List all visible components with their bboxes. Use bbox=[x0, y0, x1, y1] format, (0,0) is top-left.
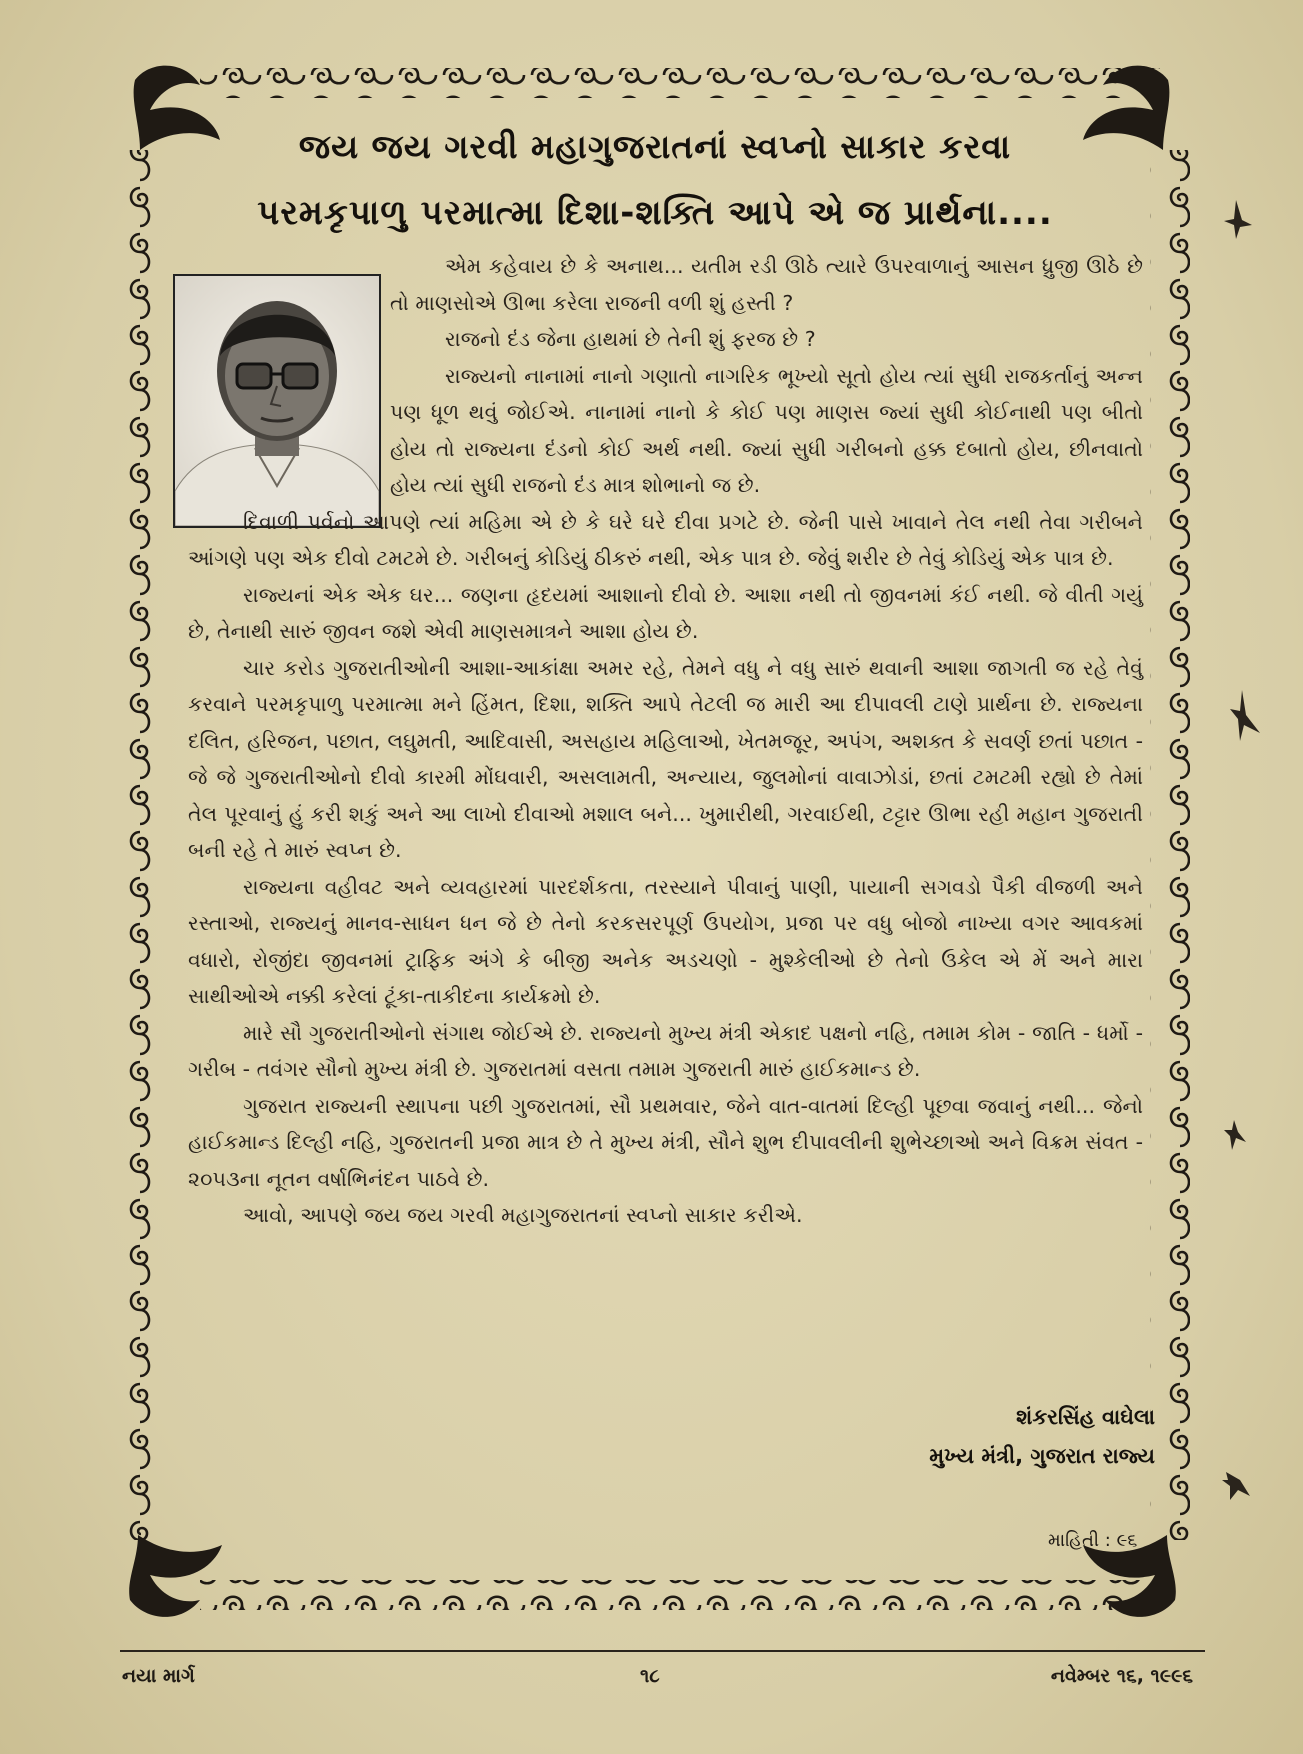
paragraph-9: ગુજરાત રાજ્યની સ્થાપના પછી ગુજરાતમાં, સૌ પ્રથમવાર, જેને વાત-વાતમાં દિલ્હી પૂછવા જવાનું નથી... જેનો હાઈકમાન્ડ દિલ્હી નહિ, ગુજરાતની પ્રજા માત્ર છે તે મુખ્ય મંત્રી, સૌને શુભ દીપાવલીની શુભેચ્છાઓ અને વિક્રમ સંવત - ૨૦૫૩ના નૂતન વર્ષાભિનંદન પાઠવે છે. bbox=[188, 1093, 1144, 1191]
issue-date: નવેમ્બર ૧૬, ૧૯૯૬ bbox=[1050, 1665, 1193, 1687]
signature-title: મુખ્ય મંત્રી, ગુજરાત રાજ્ય bbox=[929, 1444, 1155, 1468]
paragraph-5: રાજ્યનાં એક એક ઘર... જણના હૃદયમાં આશાનો દીવો છે. આશા નથી તો જીવનમાં કંઈ નથી. જે વીતી ગયું છે, તેનાથી સારું જીવન જશે એવી માણસમાત્રને આશા હોય છે. bbox=[188, 582, 1143, 643]
paragraph-3: રાજ્યનો નાનામાં નાનો ગણાતો નાગરિક ભૂખ્યો સૂતો હોય ત્યાં સુધી રાજકર્તાનું અન્ન પણ ધૂળ થવું જોઈએ. નાનામાં નાનો કે કોઈ પણ માણસ જ્યાં સુધી કોઈનાથી પણ બીતો હોય તો રાજ્યના દંડનો કોઈ અર્થ નથી. જ્યાં સુધી ગરીબનો હક્ક દબાતો હોય, છીનવાતો હોય ત્યાં સુધી રાજનો દંડ માત્ર શોભાનો જ છે. bbox=[390, 363, 1143, 497]
publication-name: નયા માર્ગ bbox=[122, 1665, 195, 1687]
paragraph-1: એમ કહેવાય છે કે અનાથ... યતીમ રડી ઊઠે ત્યારે ઉપરવાળાનું આસન ધ્રુજી ઊઠે છે તો માણસોએ ઊભા કરેલા રાજની વળી શું હસ્તી ? bbox=[390, 254, 1143, 315]
headline-line-2: પરમકૃપાળુ પરમાત્મા દિશા-શક્તિ આપે એ જ પ્રાર્થના.... bbox=[257, 193, 1053, 233]
source-credit: માહિતી : ૯૬ bbox=[1048, 1530, 1138, 1551]
signature-name: શંકરસિંહ વાઘેલા bbox=[1016, 1405, 1155, 1429]
headline-line-1: જય જય ગરવી મહાગુજરાતનાં સ્વપ્નો સાકાર કરવા bbox=[298, 127, 1012, 166]
paragraph-7: રાજ્યના વહીવટ અને વ્યવહારમાં પારદર્શકતા, તરસ્યાને પીવાનું પાણી, પાયાની સગવડો પૈકી વીજળી અને રસ્તાઓ, રાજ્યનું માનવ-સાધન ધન જે છે તેનો કરકસરપૂર્ણ ઉપયોગ, પ્રજા પર વધુ બોજો નાખ્યા વગર આવકમાં વધારો, રોજીંદા જીવનમાં ટ્રાફિક અંગે કે બીજી અનેક અડચણો - મુશ્કેલીઓ છે તેનો ઉકેલ એ મેં અને મારા સાથીઓએ નક્કી કરેલાં ટૂંકા-તાકીદના કાર્યક્રમો છે. bbox=[188, 874, 1143, 1008]
paragraph-6: ચાર કરોડ ગુજરાતીઓની આશા-આકાંક્ષા અમર રહે, તેમને વધુ ને વધુ સારું થવાની આશા જાગતી જ રહે તેવું કરવાને પરમકૃપાળુ પરમાત્મા મને હિંમત, દિશા, શક્તિ આપે તેટલી જ મારી આ દીપાવલી ટાણે પ્રાર્થના છે. રાજ્યના દલિત, હરિજન, પછાત, લઘુમતી, આદિવાસી, અસહાય મહિલાઓ, ખેતમજૂર, અપંગ, અશક્ત કે સવર્ણ છતાં પછાત - જે જે ગુજરાતીઓનો દીવો કારમી મોંઘવારી, અસલામતી, અન્યાય, જુલમોનાં વાવાઝોડાં, છતાં ટમટમી રહ્યો છે તેમાં તેલ પૂરવાનું હું કરી શકું અને આ લાખો દીવાઓ મશાલ બને... ખુમારીથી, ગરવાઈથી, ટટ્ટાર ઊભા રહી મહાન ગુજરાતી બની રહે તે મારું સ્વપ્ન છે. bbox=[188, 655, 1143, 862]
paragraph-8: મારે સૌ ગુજરાતીઓનો સંગાથ જોઈએ છે. રાજ્યનો મુખ્ય મંત્રી એકાદ પક્ષનો નહિ, તમામ કોમ - જાતિ - ધર્મો - ગરીબ - તવંગર સૌનો મુખ્ય મંત્રી છે. ગુજરાતમાં વસતા તમામ ગુજરાતી મારું હાઈકમાન્ડ છે. bbox=[188, 1020, 1143, 1081]
paragraph-2: રાજનો દંડ જેના હાથમાં છે તેની શું ફરજ છે ? bbox=[445, 327, 816, 351]
paragraph-4: દિવાળી પર્વનો આપણે ત્યાં મહિમા એ છે કે ઘરે ઘરે દીવા પ્રગટે છે. જેની પાસે ખાવાને તેલ નથી તેવા ગરીબને આંગણે પણ એક દીવો ટમટમે છે. ગરીબનું કોડિયું ઠીકરું નથી, એક પાત્ર છે. જેવું શરીર છે તેવું કોડિયું એક પાત્ર છે. bbox=[188, 509, 1143, 570]
page-number: ૧૮ bbox=[640, 1665, 660, 1687]
paragraph-10: આવો, આપણે જય જય ગરવી મહાગુજરાતનાં સ્વપ્નો સાકાર કરીએ. bbox=[243, 1203, 803, 1227]
